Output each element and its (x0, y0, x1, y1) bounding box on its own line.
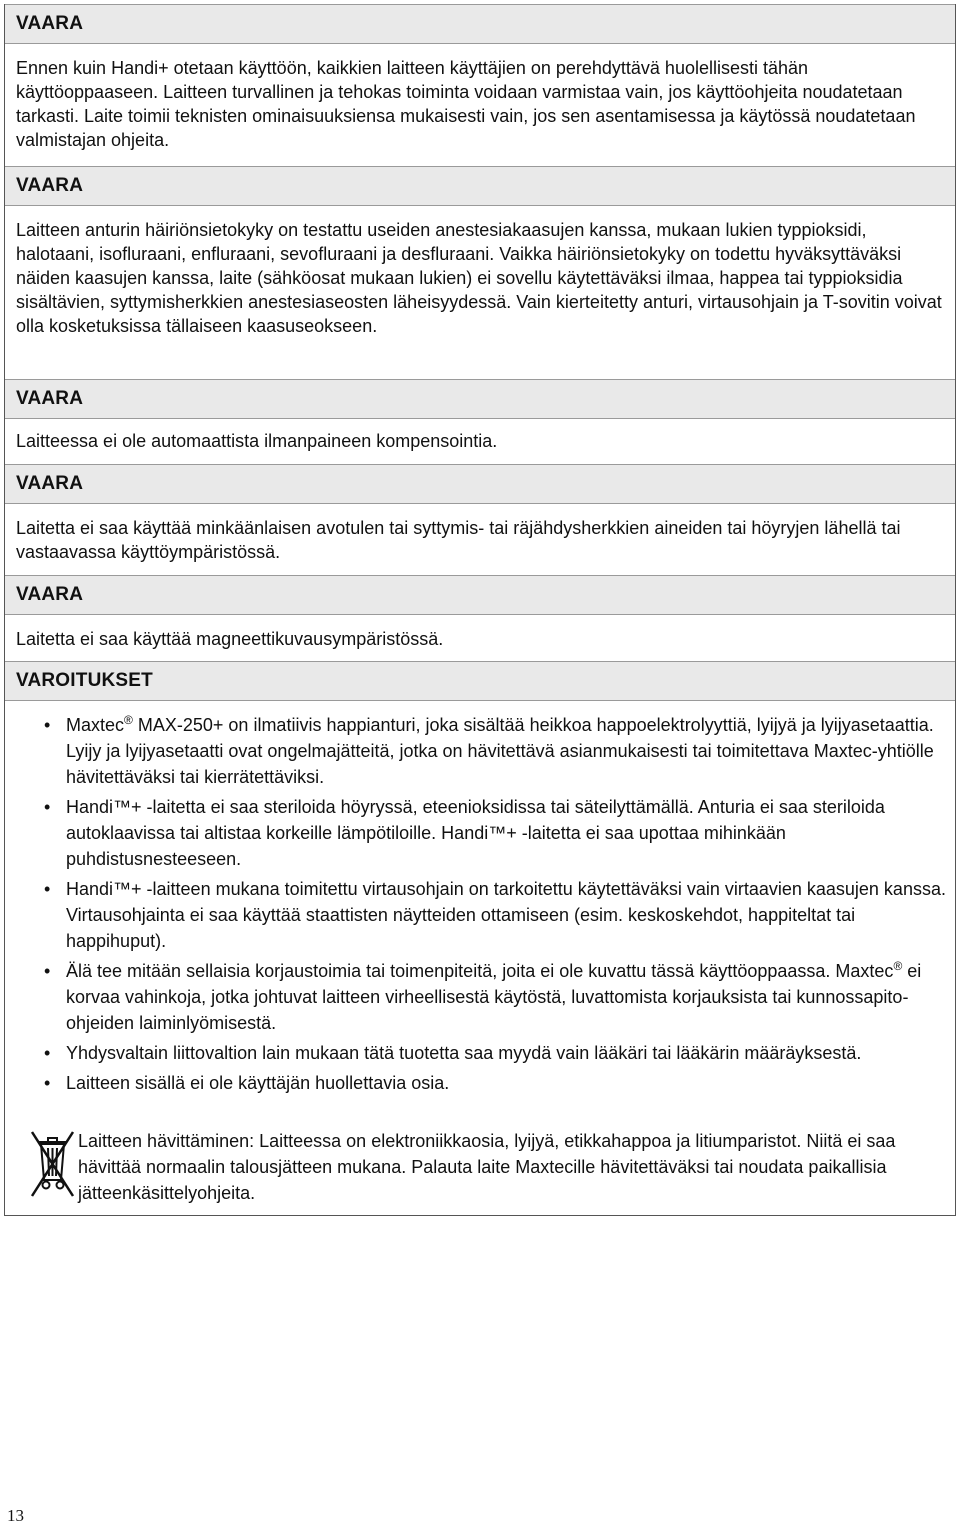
bullet-icon: • (44, 961, 51, 981)
section-body-2 (16, 218, 946, 338)
paragraph: Laitetta ei saa käyttää magneettikuvausympäristössä. (16, 629, 444, 649)
section-body-1 (16, 56, 946, 152)
registered-mark: ® (893, 959, 903, 973)
registered-mark: ® (124, 713, 133, 727)
section-body-3 (16, 429, 946, 453)
list-item: • Yhdysvaltain liittovaltion lain mukaan tätä tuotetta saa myydä vain lääkäri tai lääkärin määräyksestä. (16, 1040, 946, 1066)
paragraph: Laitetta ei saa käyttää minkäänlaisen avotulen tai syttymis- tai räjähdysherkkien aineiden tai höyryjen lähellä tai vastaavassa käyttöympäristössä. (16, 518, 901, 562)
section-heading: VAROITUKSET (16, 670, 153, 691)
list-item: • Maxtec® MAX-250+ on ilmatiivis happianturi, joka sisältää heikkoa happoelektrolyyttiä, lyijyä ja lyijyasetaattia. Lyijy ja lyijyasetaatti ovat ongelmajätteitä, jotka on hävitettävä asianmukaisesti tai toimitettava Maxtec-yhtiölle hävitettäväksi tai kierrätettäviksi. (44, 713, 934, 787)
section-heading: VAARA (16, 584, 84, 605)
bullet-icon: • (44, 879, 51, 899)
section-header-vaara-1 (5, 4, 955, 44)
section-heading: VAARA (16, 13, 84, 34)
bullet-icon: • (44, 715, 51, 735)
paragraph: Laitteen anturin häiriönsietokyky on testattu useiden anestesiakaasujen kanssa, mukaan lukien typpioksidi, halotaani, isofluraani, enfluraani, sevofluraani ja desfluraani. Vaikka häiriönsietokyky on todettu hyväksyttäväksi näiden kaasujen kanssa, laite (sähköosat mukaan lukien) ei sovellu käytettäväksi ilmaa, happea tai typpioksidia sisältävien, syttymisherkkien anestesiaseosten läheisyydessä. Vain kierteitetty anturi, virtausohjain ja T-sovitin voivat olla kosketuksissa tällaiseen kaasuseokseen. (16, 220, 942, 336)
list-item: • Handi™+ -laitteen mukana toimitettu virtausohjain on tarkoitettu käytettäväksi vain virtaavien kaasujen kanssa. Virtausohjainta ei saa käyttää staattisten näytteiden ottamiseen (esim. keskoskehdot, happiteltat tai happihuput). (16, 876, 946, 954)
section-heading: VAARA (16, 175, 84, 196)
bullet-icon: • (44, 797, 51, 817)
paragraph: Laitteessa ei ole automaattista ilmanpaineen kompensointia. (16, 431, 498, 451)
section-heading: VAARA (16, 473, 84, 494)
crossed-out-wheelie-bin-icon (30, 1128, 75, 1200)
list-item: • Laitteen sisällä ei ole käyttäjän huollettavia osia. (16, 1070, 946, 1096)
paragraph: Ennen kuin Handi+ otetaan käyttöön, kaikkien laitteen käyttäjien on perehdyttävä huolellisesti tähän käyttöoppaaseen. Laitteen turvallinen ja tehokas toiminta voidaan varmistaa vain, jos käyttöohjeita noudatetaan tarkasti. Laite toimii teknisten ominaisuuksiensa mukaisesti vain, jos sen asentamisessa ja käytössä noudatetaan valmistajan ohjeita. (16, 58, 916, 150)
section-header-varoitukset (5, 661, 955, 701)
list-item: • Älä tee mitään sellaisia korjaustoimia tai toimenpiteitä, joita ei ole kuvattu tässä käyttöoppaassa. Maxtec® ei korvaa vahinkoja, jotka johtuvat laitteen virheellisestä käytöstä, luvattomista korjauksista tai kunnossapito-ohjeiden laiminlyömisestä. (44, 959, 922, 1033)
section-header-vaara-4 (5, 464, 955, 504)
section-body-4 (16, 516, 946, 564)
section-header-vaara-5 (5, 575, 955, 615)
bullet-icon: • (44, 1043, 51, 1063)
section-header-vaara-3 (5, 379, 955, 419)
section-body-5 (16, 627, 946, 651)
section-heading: VAARA (16, 388, 84, 409)
disposal-instructions: Laitteen hävittäminen: Laitteessa on elektroniikkaosia, lyijyä, etikkahappoa ja litiumparistot. Niitä ei saa hävittää normaalin talousjätteen mukana. Palauta laite Maxtecille hävitettäväksi tai noudata paikallisia jätteenkäsittelyohjeita. (78, 1131, 896, 1203)
list-item: • Handi™+ -laitetta ei saa steriloida höyryssä, eteenioksidissa tai säteilyttämällä. Anturia ei saa steriloida autoklaavissa tai altistaa korkeille lämpötiloille. Handi™+ -laitetta ei saa upottaa mihinkään puhdistusnesteeseen. (16, 794, 946, 872)
bullet-icon: • (44, 1073, 51, 1093)
warnings-list (16, 712, 946, 1100)
section-header-vaara-2 (5, 166, 955, 206)
page-number: 13 (7, 1506, 24, 1525)
